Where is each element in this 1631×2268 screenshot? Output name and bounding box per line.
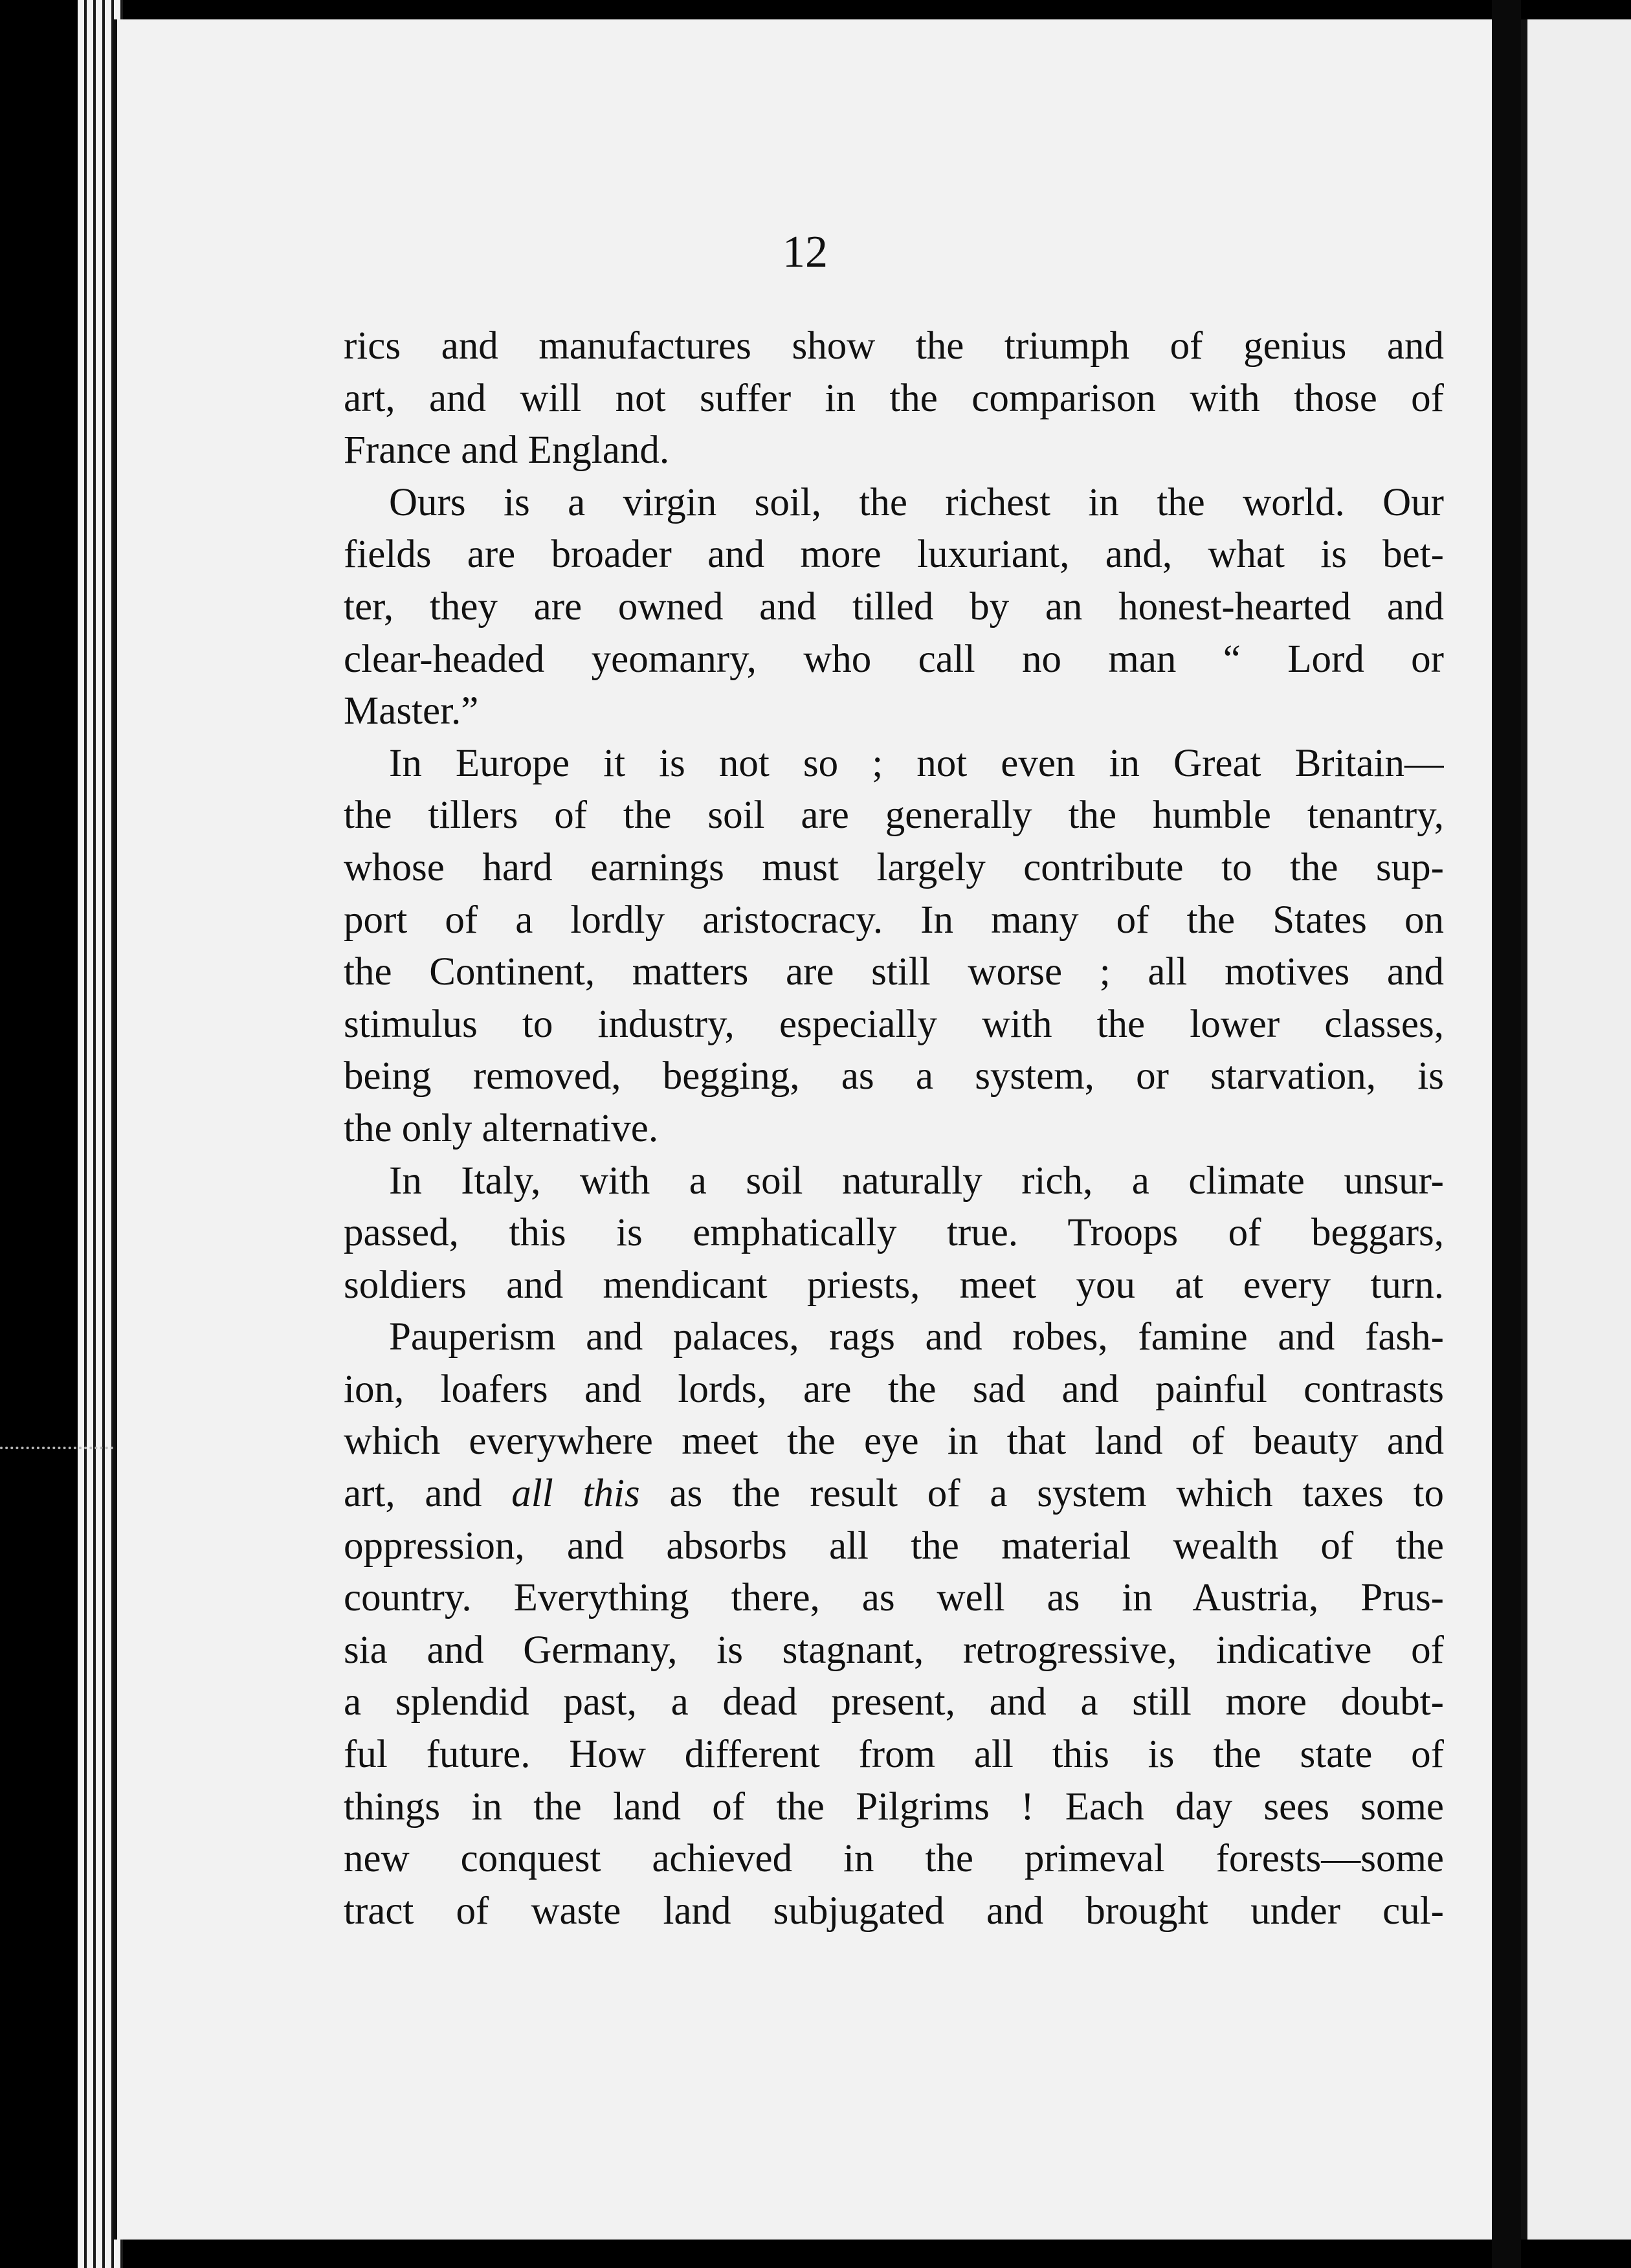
text-line: France and England. xyxy=(344,428,670,472)
text-line: being removed, begging, as a system, or starvation, is xyxy=(344,1054,1444,1098)
text-line: soldiers and mendicant priests, meet you at every turn. xyxy=(344,1263,1444,1307)
page-number: 12 xyxy=(782,227,828,277)
text-line: the tillers of the soil are generally the humble tenantry, xyxy=(344,794,1444,838)
text-line: tract of waste land subjugated and brought under cul- xyxy=(344,1889,1444,1933)
text-segment: art, and xyxy=(344,1472,512,1516)
text-line: port of a lordly aristocracy. In many of the States on xyxy=(344,898,1444,942)
text-line: sia and Germany, is stagnant, retrogressive, indicative of xyxy=(344,1628,1444,1672)
text-line: new conquest achieved in the primeval forests—some xyxy=(344,1837,1444,1881)
text-line: whose hard earnings must largely contribute to the sup- xyxy=(344,845,1444,889)
text-line: the Continent, matters are still worse ; all motives and xyxy=(344,950,1444,994)
facing-page-edge xyxy=(1521,19,1631,2240)
text-line: things in the land of the Pilgrims ! Each day sees some xyxy=(344,1784,1444,1829)
text-line: passed, this is emphatically true. Troops of beggars, xyxy=(344,1211,1444,1255)
text-line: stimulus to industry, especially with the lower classes, xyxy=(344,1002,1444,1046)
text-line: ion, loafers and lords, are the sad and painful contrasts xyxy=(344,1367,1444,1411)
text-line: In Italy, with a soil naturally rich, a climate unsur- xyxy=(389,1159,1444,1203)
text-line: oppression, and absorbs all the material wealth of the xyxy=(344,1524,1444,1568)
gutter-shadow xyxy=(1492,0,1521,2268)
text-line: art, and will not suffer in the comparison with those of xyxy=(344,376,1444,420)
body-text xyxy=(344,320,1444,1937)
text-line: clear-headed yeomanry, who call no man “ Lord or xyxy=(344,637,1444,681)
text-line: fields are broader and more luxuriant, and, what is bet- xyxy=(344,533,1444,577)
book-page xyxy=(113,19,1496,2240)
text-line: Pauperism and palaces, rags and robes, famine and fash- xyxy=(389,1315,1444,1359)
scan-artifact-dots xyxy=(0,1447,113,1449)
text-segment: as the result of a system which taxes to xyxy=(639,1472,1444,1516)
text-line: ful future. How different from all this is the state of xyxy=(344,1733,1444,1777)
text-line: a splendid past, a dead present, and a still more doubt- xyxy=(344,1680,1444,1724)
text-line: Master.” xyxy=(344,689,479,733)
italic-emphasis: all this xyxy=(511,1472,640,1516)
text-line: country. Everything there, as well as in Austria, Prus- xyxy=(344,1576,1444,1620)
text-line xyxy=(344,1468,1444,1520)
text-line: rics and manufactures show the triumph of genius and xyxy=(344,324,1444,368)
text-line: the only alternative. xyxy=(344,1106,659,1150)
text-line: which everywhere meet the eye in that land of beauty and xyxy=(344,1419,1444,1463)
text-line: Ours is a virgin soil, the richest in the world. Our xyxy=(389,480,1444,524)
text-line: In Europe it is not so ; not even in Great Britain— xyxy=(389,741,1444,785)
text-line: ter, they are owned and tilled by an honest-hearted and xyxy=(344,584,1444,628)
